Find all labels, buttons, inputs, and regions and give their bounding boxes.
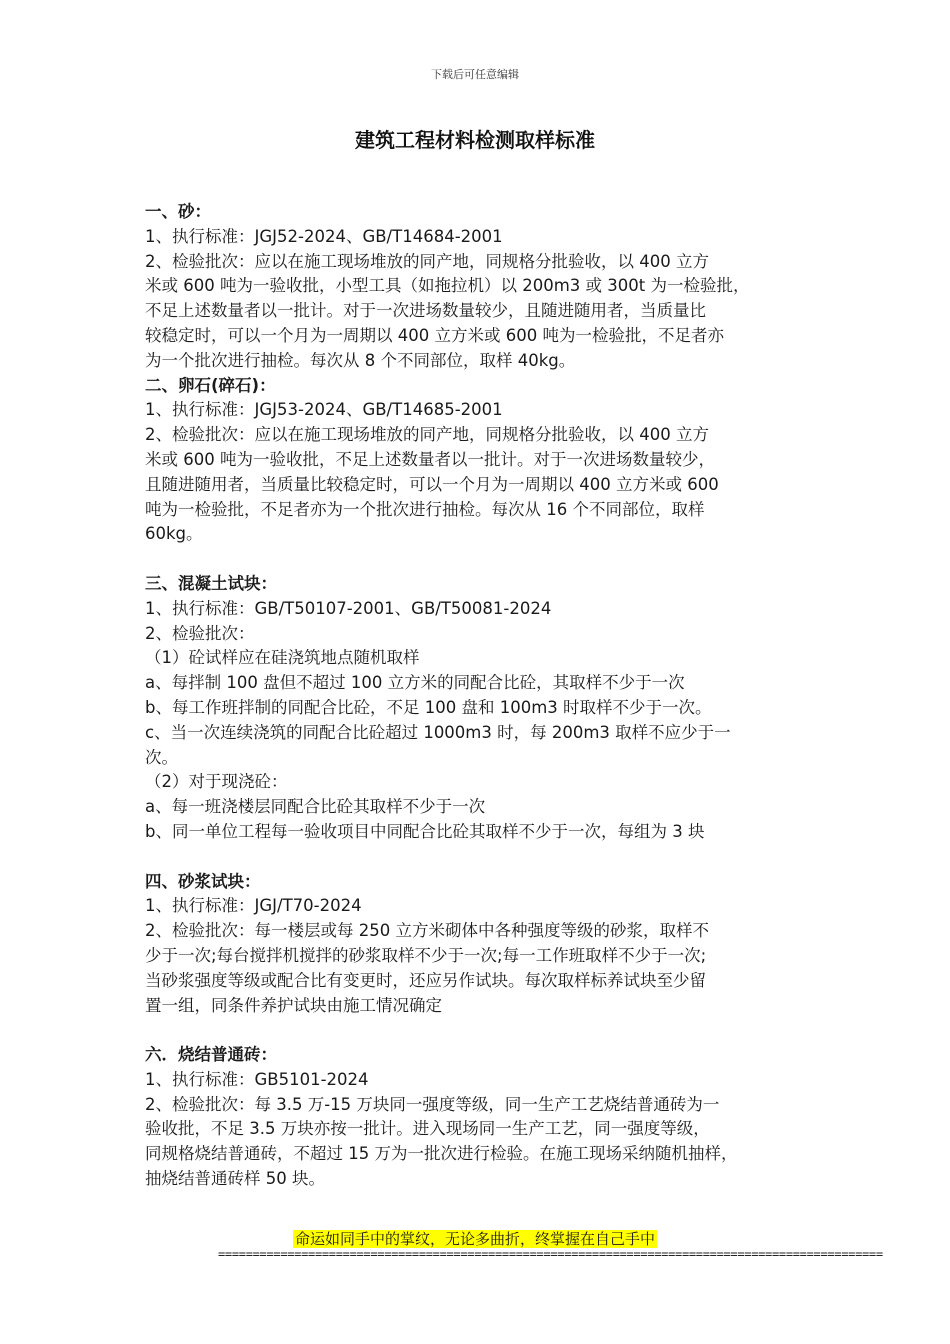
section-sand [145, 200, 810, 374]
paragraph-line: a、每拌制 100 盘但不超过 100 立方米的同配合比砼，其取样不少于一次 [145, 673, 685, 693]
footer-motto-text: 命运如同手中的掌纹，无论多曲折，终掌握在自己手中 [294, 1230, 655, 1248]
paragraph-line: 不足上述数量者以一批计。对于一次进场数量较少，且随进随用者，当质量比 [145, 301, 706, 321]
paragraph-line: 1、执行标准：JGJ52-2024、GB/T14684-2001 [145, 226, 503, 246]
footer-motto [0, 1228, 950, 1249]
footer-divider: ================================================================================================ [218, 1247, 883, 1261]
section-brick [145, 1043, 810, 1192]
paragraph-line: 1、执行标准：GB/T50107-2001、GB/T50081-2024 [145, 598, 552, 618]
section-mortar [145, 870, 810, 1019]
section-concrete [145, 572, 810, 845]
paragraph-line: b、每工作班拌制的同配合比砼，不足 100 盘和 100m3 时取样不少于一次。 [145, 697, 712, 717]
section-heading: 三、混凝土试块： [145, 573, 277, 593]
paragraph-line: 验收批，不足 3.5 万块亦按一批计。进入现场同一生产工艺，同一强度等级， [145, 1119, 710, 1139]
document-title: 建筑工程材料检测取样标准 [355, 128, 595, 152]
paragraph-line: 吨为一检验批，不足者亦为一个批次进行抽检。每次从 16 个不同部位，取样 [145, 499, 705, 519]
paragraph-line: 置一组，同条件养护试块由施工情况确定 [145, 995, 442, 1015]
section-heading: 四、砂浆试块： [145, 871, 261, 891]
paragraph-line: 次。 [145, 747, 178, 767]
paragraph-line: 60kg。 [145, 524, 203, 544]
paragraph-line: 且随进随用者，当质量比较稳定时，可以一个月为一周期以 400 立方米或 600 [145, 474, 719, 494]
paragraph-line: 1、执行标准：JGJ/T70-2024 [145, 896, 362, 916]
paragraph-line: b、同一单位工程每一验收项目中同配合比砼其取样不少于一次，每组为 3 块 [145, 821, 705, 841]
paragraph-line: （1）砼试样应在硅浇筑地点随机取样 [145, 648, 420, 668]
paragraph-line: 米或 600 吨为一验收批，不足上述数量者以一批计。对于一次进场数量较少， [145, 449, 715, 469]
paragraph-line: 2、检验批次：每一楼层或每 250 立方米砌体中各种强度等级的砂浆，取样不 [145, 921, 709, 941]
paragraph-line: 抽烧结普通砖样 50 块。 [145, 1169, 325, 1189]
paragraph-line: 较稳定时，可以一个月为一周期以 400 立方米或 600 吨为一检验批，不足者亦 [145, 325, 724, 345]
section-heading: 六．烧结普通砖： [145, 1045, 277, 1065]
paragraph-line: 同规格烧结普通砖，不超过 15 万为一批次进行检验。在施工现场采纳随机抽样， [145, 1144, 738, 1164]
paragraph-line: 当砂浆强度等级或配合比有变更时，还应另作试块。每次取样标养试块至少留 [145, 970, 706, 990]
paragraph-line: a、每一班浇楼层同配合比砼其取样不少于一次 [145, 797, 486, 817]
paragraph-line: （2）对于现浇砼： [145, 772, 288, 792]
section-heading: 二、卵石(碎石)： [145, 375, 276, 395]
section-heading: 一、砂： [145, 202, 211, 221]
page-header: 下载后可任意编辑 [431, 68, 519, 81]
blank-line [145, 1018, 810, 1043]
paragraph-line: 2、检验批次：每 3.5 万-15 万块同一强度等级，同一生产工艺烧结普通砖为一 [145, 1094, 720, 1114]
paragraph-line: 1、执行标准：JGJ53-2024、GB/T14685-2001 [145, 400, 503, 420]
paragraph-line: 为一个批次进行抽检。每次从 8 个不同部位，取样 40kg。 [145, 350, 576, 370]
document-body [145, 200, 810, 1192]
paragraph-line: c、当一次连续浇筑的同配合比砼超过 1000m3 时，每 200m3 取样不应少于一 [145, 722, 731, 742]
blank-line [145, 547, 810, 572]
paragraph-line: 2、检验批次：应以在施工现场堆放的同产地，同规格分批验收，以 400 立方 [145, 425, 709, 445]
paragraph-line: 少于一次;每台搅拌机搅拌的砂浆取样不少于一次;每一工作班取样不少于一次; [145, 945, 707, 965]
paragraph-line: 1、执行标准：GB5101-2024 [145, 1069, 369, 1089]
paragraph-line: 2、检验批次：应以在施工现场堆放的同产地，同规格分批验收，以 400 立方 [145, 251, 709, 271]
paragraph-line: 2、检验批次： [145, 623, 255, 643]
section-gravel [145, 374, 810, 548]
paragraph-line: 米或 600 吨为一验收批，小型工具（如拖拉机）以 200m3 或 300t 为一检验批， [145, 276, 750, 296]
blank-line [145, 845, 810, 870]
